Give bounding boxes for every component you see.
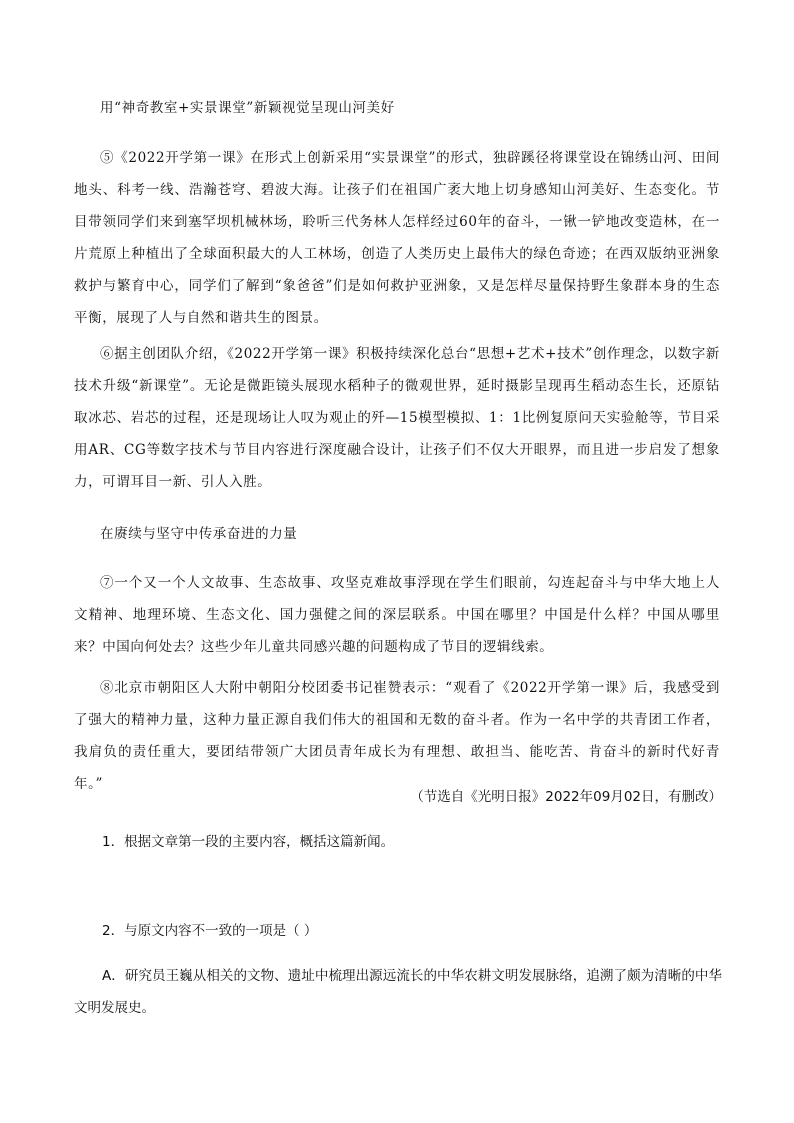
paragraph-6: ⑥据主创团队介绍，《2022开学第一课》积极持续深化总台“思想+艺术+技术”创作理念，以数字新技术升级“新课堂”。无论是微距镜头展现水稻种子的微观世界，延时摄影呈现再生稻动态生长，还原钻取冰芯、岩芯的过程，还是现场让人叹为观止的歼—15模型模拟、1：1比例复原问天实验舱等，节目采用AR、CG等数字技术与节目内容进行深度融合设计，让孩子们不仅大开眼界，而且进一步启发了想象力，可谓耳目一新、引人入胜。	[74, 346, 720, 490]
question-2: 2．与原文内容不一致的一项是（ ）	[102, 923, 318, 939]
paragraph-7: ⑦一个又一个人文故事、生态故事、攻坚克难故事浮现在学生们眼前，勾连起奋斗与中华大地上人文精神、地理环境、生态文化、国力强健之间的深层联系。中国在哪里？中国是什么样？中国从哪里来？中国向何处去？这些少年儿童共同感兴趣的问题构成了节目的逻辑线索。	[74, 575, 720, 655]
section-heading-scenic-classroom: 用“神奇教室+实景课堂”新颖视觉呈现山河美好	[100, 100, 395, 116]
section-heading-inheritance: 在赓续与坚守中传承奋进的力量	[100, 526, 298, 542]
question-1: 1．根据文章第一段的主要内容，概括这篇新闻。	[102, 834, 395, 850]
option-a: A．研究员王巍从相关的文物、遗址中梳理出源远流长的中华农耕文明发展脉络，追溯了颇为清晰的中华文明发展史。	[74, 968, 722, 1016]
source-citation: （节选自《光明日报》2022年09月02日，有删改）	[410, 789, 722, 805]
paragraph-8: ⑧北京市朝阳区人大附中朝阳分校团委书记崔赞表示：“观看了《2022开学第一课》后，我感受到了强大的精神力量，这种力量正源自我们伟大的祖国和无数的奋斗者。作为一名中学的共青团工作者，我肩负的责任重大，要团结带领广大团员青年成长为有理想、敢担当、能吃苦、肯奋斗的新时代好青年。”	[74, 680, 720, 792]
paragraph-5: ⑤《2022开学第一课》在形式上创新采用“实景课堂”的形式，独辟蹊径将课堂设在锦绣山河、田间地头、科考一线、浩瀚苍穹、碧波大海。让孩子们在祖国广袤大地上切身感知山河美好、生态变化。节目带领同学们来到塞罕坝机械林场，聆听三代务林人怎样经过60年的奋斗，一锹一铲地改变造林，在一片荒原上种植出了全球面积最大的人工林场，创造了人类历史上最伟大的绿色奇迹；在西双版纳亚洲象救护与繁育中心，同学们了解到“象爸爸”们是如何救护亚洲象，又是怎样尽量保持野生象群本身的生态平衡，展现了人与自然和谐共生的图景。	[74, 150, 720, 326]
